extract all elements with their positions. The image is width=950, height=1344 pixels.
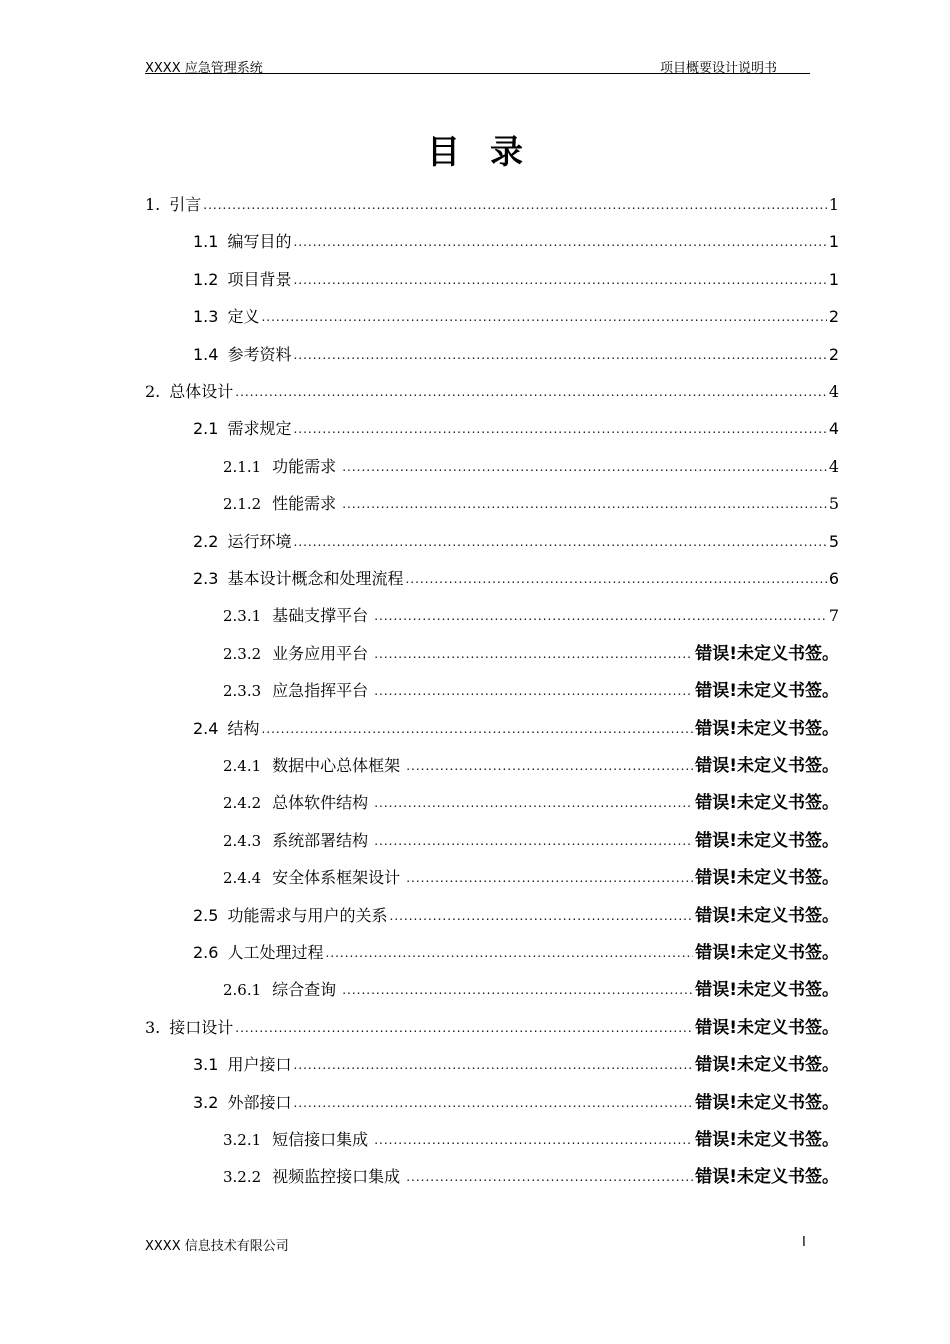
toc-leader-dots — [342, 457, 827, 477]
toc-entry-number: 2.3 — [193, 569, 219, 588]
toc-leader-dots — [261, 307, 826, 327]
toc-entry-page: 5 — [828, 494, 839, 513]
toc-leader-dots — [203, 195, 827, 215]
toc-entry-page: 错误!未定义书签。 — [695, 756, 839, 776]
toc-entry[interactable] — [193, 530, 839, 552]
toc-leader-dots — [374, 831, 693, 851]
toc-entry-number: 2. — [145, 382, 161, 401]
toc-leader-dots — [325, 943, 693, 963]
toc-entry-title: 基本设计概念和处理流程 — [227, 569, 404, 588]
toc-entry-page: 错误!未定义书签。 — [695, 719, 839, 739]
toc-entry-number: 1.1 — [193, 232, 219, 251]
toc-entry-number: 3. — [145, 1018, 161, 1037]
toc-entry-title: 短信接口集成 — [272, 1130, 369, 1149]
toc-entry-page: 错误!未定义书签。 — [695, 1093, 839, 1113]
toc-entry-page: 错误!未定义书签。 — [695, 1018, 839, 1038]
toc-entry-title: 应急指挥平台 — [272, 681, 369, 700]
toc-entry-title: 运行环境 — [227, 532, 292, 551]
toc-leader-dots — [374, 1130, 693, 1150]
toc-leader-dots — [405, 569, 826, 589]
toc-entry[interactable] — [223, 1165, 839, 1187]
toc-leader-dots — [293, 345, 826, 365]
toc-entry-number: 2.4 — [193, 719, 219, 738]
toc-entry-title: 外部接口 — [227, 1093, 292, 1112]
toc-leader-dots — [293, 532, 826, 552]
toc-entry-title: 功能需求 — [272, 457, 337, 476]
toc-entry[interactable] — [223, 978, 839, 1000]
toc-leader-dots — [293, 1055, 693, 1075]
toc-entry-page: 4 — [828, 419, 839, 438]
toc-entry-number: 3.1 — [193, 1055, 219, 1074]
toc-entry-title: 综合查询 — [272, 980, 337, 999]
toc-entry-page: 错误!未定义书签。 — [695, 906, 839, 926]
toc-entry-page: 错误!未定义书签。 — [695, 681, 839, 701]
toc-entry[interactable] — [193, 1053, 839, 1075]
toc-entry-number: 2.6.1 — [223, 981, 262, 999]
toc-entry[interactable] — [223, 642, 839, 664]
toc-entry-number: 1.4 — [193, 345, 219, 364]
toc-leader-dots — [293, 232, 826, 252]
toc-leader-dots — [293, 419, 826, 439]
toc-entry[interactable] — [223, 1128, 839, 1150]
toc-entry[interactable] — [193, 343, 839, 365]
page-footer — [145, 1235, 810, 1253]
toc-entry-title: 结构 — [227, 719, 260, 738]
toc-entry[interactable] — [223, 791, 839, 813]
toc-entry-page: 错误!未定义书签。 — [695, 943, 839, 963]
toc-entry-page: 错误!未定义书签。 — [695, 831, 839, 851]
toc-entry[interactable] — [223, 866, 839, 888]
toc-entry[interactable] — [223, 604, 839, 626]
toc-entry-page: 错误!未定义书签。 — [695, 980, 839, 1000]
toc-entry-title: 总体软件结构 — [272, 793, 369, 812]
toc-leader-dots — [374, 644, 693, 664]
toc-entry-title: 视频监控接口集成 — [272, 1167, 401, 1186]
toc-leader-dots — [293, 270, 826, 290]
toc-entry[interactable] — [193, 941, 839, 963]
toc-entry[interactable] — [223, 754, 839, 776]
toc-leader-dots — [374, 606, 827, 626]
toc-entry-title: 系统部署结构 — [272, 831, 369, 850]
toc-entry[interactable] — [193, 305, 839, 327]
toc-entry-number: 2.5 — [193, 906, 219, 925]
toc-entry[interactable] — [193, 1091, 839, 1113]
toc-entry-number: 2.4.3 — [223, 832, 262, 850]
toc-entry-number: 2.4.1 — [223, 757, 262, 775]
toc-entry-page: 1 — [828, 270, 839, 289]
toc-entry-page: 错误!未定义书签。 — [695, 793, 839, 813]
toc-entry-page: 2 — [828, 345, 839, 364]
toc-entry[interactable] — [193, 417, 839, 439]
header-document-name: 项目概要设计说明书 — [660, 61, 778, 76]
toc-entry[interactable] — [193, 717, 839, 739]
toc-leader-dots — [293, 1093, 693, 1113]
toc-entry-number: 1. — [145, 195, 161, 214]
toc-entry-page: 错误!未定义书签。 — [695, 1167, 839, 1187]
toc-entry-page: 2 — [828, 307, 839, 326]
toc-entry-page: 错误!未定义书签。 — [695, 1130, 839, 1150]
toc-entry-page: 错误!未定义书签。 — [695, 644, 839, 664]
toc-entry-title: 功能需求与用户的关系 — [227, 906, 388, 925]
toc-entry-number: 3.2 — [193, 1093, 219, 1112]
toc-entry-title: 需求规定 — [227, 419, 292, 438]
toc-entry-title: 人工处理过程 — [227, 943, 324, 962]
toc-title: 目录 — [427, 132, 553, 171]
toc-entry-title: 项目背景 — [227, 270, 292, 289]
toc-entry-title: 基础支撑平台 — [272, 606, 369, 625]
header-system-name: XXXX 应急管理系统 — [145, 61, 263, 76]
toc-entry-title: 性能需求 — [272, 494, 337, 513]
toc-entry-title: 接口设计 — [169, 1018, 234, 1037]
toc-entry-number: 2.6 — [193, 943, 219, 962]
toc-entry-title: 引言 — [169, 195, 202, 214]
toc-leader-dots — [374, 793, 693, 813]
toc-entry-number: 2.3.3 — [223, 682, 262, 700]
toc-leader-dots — [374, 681, 693, 701]
toc-leader-dots — [261, 719, 693, 739]
toc-entry-number: 2.3.1 — [223, 607, 262, 625]
footer-company-name: XXXX 信息技术有限公司 — [145, 1239, 289, 1254]
toc-leader-dots — [389, 906, 693, 926]
toc-entry[interactable] — [223, 679, 839, 701]
toc-entry-title: 用户接口 — [227, 1055, 292, 1074]
toc-entry-page: 4 — [828, 457, 839, 476]
toc-entry[interactable] — [145, 1016, 839, 1038]
toc-entry-title: 编写目的 — [227, 232, 292, 251]
toc-entry[interactable] — [145, 193, 839, 215]
toc-entry-title: 定义 — [227, 307, 260, 326]
toc-leader-dots — [235, 382, 827, 402]
toc-leader-dots — [235, 1018, 693, 1038]
toc-entry-number: 2.1 — [193, 419, 219, 438]
toc-entry-page: 7 — [828, 606, 839, 625]
toc-entry-number: 3.2.1 — [223, 1131, 262, 1149]
toc-entry-title: 参考资料 — [227, 345, 292, 364]
toc-entry-number: 3.2.2 — [223, 1168, 262, 1186]
toc-entry-number: 2.3.2 — [223, 645, 262, 663]
toc-entry[interactable] — [223, 829, 839, 851]
toc-entry-page: 5 — [828, 532, 839, 551]
toc-leader-dots — [406, 756, 693, 776]
toc-entry-page: 1 — [828, 195, 839, 214]
toc-entry-number: 2.4.4 — [223, 869, 262, 887]
toc-leader-dots — [342, 980, 693, 1000]
toc-entry-page: 6 — [828, 569, 839, 588]
toc-entry[interactable] — [193, 268, 839, 290]
footer-page-number: I — [802, 1235, 806, 1250]
toc-entry-page: 4 — [828, 382, 839, 401]
toc-entry[interactable] — [193, 904, 839, 926]
toc-entry-page: 错误!未定义书签。 — [695, 1055, 839, 1075]
toc-leader-dots — [342, 494, 827, 514]
toc-leader-dots — [406, 868, 693, 888]
toc-entry-title: 安全体系框架设计 — [272, 868, 401, 887]
toc-entry[interactable] — [223, 455, 839, 477]
toc-entry-title: 业务应用平台 — [272, 644, 369, 663]
toc-leader-dots — [406, 1167, 693, 1187]
toc-entry-number: 1.3 — [193, 307, 219, 326]
toc-entry[interactable] — [145, 380, 839, 402]
toc-entry-number: 2.4.2 — [223, 794, 262, 812]
toc-entry-title: 数据中心总体框架 — [272, 756, 401, 775]
toc-entry-page: 1 — [828, 232, 839, 251]
toc-entry[interactable] — [193, 567, 839, 589]
page-header — [145, 57, 810, 74]
toc-entry[interactable] — [223, 492, 839, 514]
toc-entry[interactable] — [193, 230, 839, 252]
toc-entry-number: 2.2 — [193, 532, 219, 551]
toc-entry-number: 2.1.1 — [223, 458, 262, 476]
toc-entry-number: 1.2 — [193, 270, 219, 289]
toc-entry-page: 错误!未定义书签。 — [695, 868, 839, 888]
toc-entry-title: 总体设计 — [169, 382, 234, 401]
toc-entry-number: 2.1.2 — [223, 495, 262, 513]
